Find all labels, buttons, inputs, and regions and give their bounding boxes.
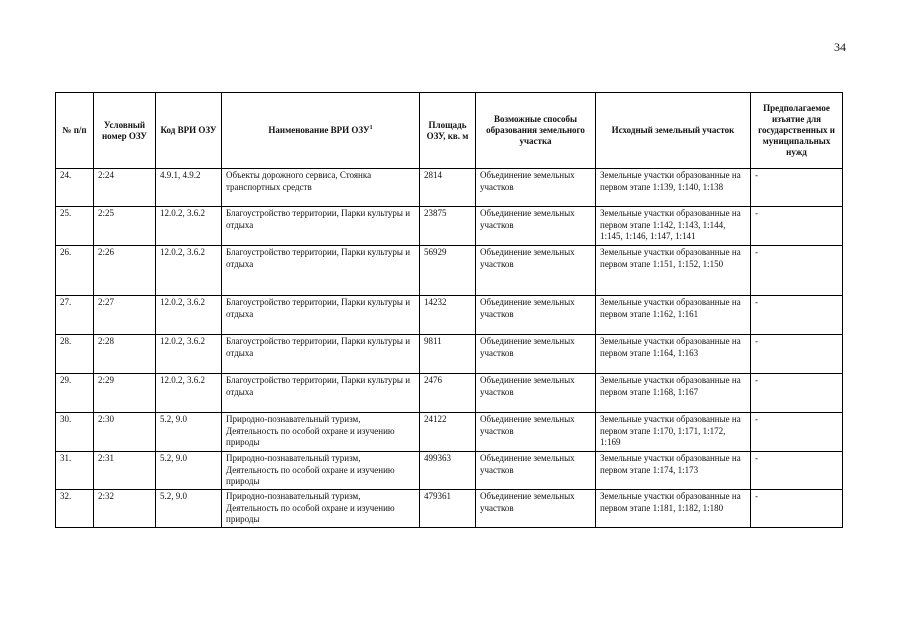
table-row bbox=[56, 246, 843, 296]
cell-vri-name: Благоустройство территории, Парки культуры и отдыха bbox=[222, 246, 420, 296]
cell-source: Земельные участки образованные на первом этапе 1:168, 1:167 bbox=[596, 374, 751, 413]
page-number: 34 bbox=[834, 40, 846, 54]
cell-vri-name: Благоустройство территории, Парки культуры и отдыха bbox=[222, 207, 420, 246]
cell-area: 479361 bbox=[420, 490, 476, 528]
cell-vri-code: 12.0.2, 3.6.2 bbox=[156, 374, 222, 413]
cell-withdrawal: - bbox=[751, 296, 843, 335]
header-area: Площадь ОЗУ, кв. м bbox=[420, 93, 476, 169]
cell-area: 14232 bbox=[420, 296, 476, 335]
cell-vri-name: Благоустройство территории, Парки культуры и отдыха bbox=[222, 296, 420, 335]
cell-num: 29. bbox=[56, 374, 94, 413]
land-plots-table bbox=[55, 92, 843, 528]
cell-withdrawal: - bbox=[751, 207, 843, 246]
cell-vri-name: Благоустройство территории, Парки культуры и отдыха bbox=[222, 374, 420, 413]
cell-method: Объединение земельных участков bbox=[476, 413, 596, 452]
table-row bbox=[56, 335, 843, 374]
cell-method: Объединение земельных участков bbox=[476, 374, 596, 413]
cell-area: 23875 bbox=[420, 207, 476, 246]
cell-source: Земельные участки образованные на первом этапе 1:164, 1:163 bbox=[596, 335, 751, 374]
cell-source: Земельные участки образованные на первом этапе 1:170, 1:171, 1:172, 1:169 bbox=[596, 413, 751, 452]
cell-vri-code: 5.2, 9.0 bbox=[156, 490, 222, 528]
cell-method: Объединение земельных участков bbox=[476, 246, 596, 296]
cell-withdrawal: - bbox=[751, 246, 843, 296]
cell-area: 56929 bbox=[420, 246, 476, 296]
cell-vri-code: 5.2, 9.0 bbox=[156, 413, 222, 452]
cell-vri-name: Объекты дорожного сервиса, Стоянка транспортных средств bbox=[222, 169, 420, 207]
cell-vri-code: 12.0.2, 3.6.2 bbox=[156, 246, 222, 296]
cell-num: 26. bbox=[56, 246, 94, 296]
cell-code: 2:26 bbox=[94, 246, 156, 296]
cell-vri-code: 12.0.2, 3.6.2 bbox=[156, 335, 222, 374]
cell-num: 25. bbox=[56, 207, 94, 246]
cell-code: 2:31 bbox=[94, 452, 156, 490]
table-row bbox=[56, 413, 843, 452]
header-vri-name bbox=[222, 93, 420, 169]
cell-withdrawal: - bbox=[751, 452, 843, 490]
cell-method: Объединение земельных участков bbox=[476, 169, 596, 207]
cell-num: 30. bbox=[56, 413, 94, 452]
header-source: Исходный земельный участок bbox=[596, 93, 751, 169]
table-row bbox=[56, 296, 843, 335]
header-method: Возможные способы образования земельного участка bbox=[476, 93, 596, 169]
cell-source: Земельные участки образованные на первом этапе 1:142, 1:143, 1:144, 1:145, 1:146, 1:147, 1:141 bbox=[596, 207, 751, 246]
cell-num: 28. bbox=[56, 335, 94, 374]
table-row bbox=[56, 207, 843, 246]
table-row bbox=[56, 490, 843, 528]
cell-code: 2:24 bbox=[94, 169, 156, 207]
cell-source: Земельные участки образованные на первом этапе 1:174, 1:173 bbox=[596, 452, 751, 490]
cell-num: 31. bbox=[56, 452, 94, 490]
cell-code: 2:25 bbox=[94, 207, 156, 246]
cell-method: Объединение земельных участков bbox=[476, 207, 596, 246]
cell-source: Земельные участки образованные на первом этапе 1:139, 1:140, 1:138 bbox=[596, 169, 751, 207]
cell-withdrawal: - bbox=[751, 490, 843, 528]
header-vri-code: Код ВРИ ОЗУ bbox=[156, 93, 222, 169]
cell-method: Объединение земельных участков bbox=[476, 335, 596, 374]
cell-code: 2:29 bbox=[94, 374, 156, 413]
cell-withdrawal: - bbox=[751, 335, 843, 374]
cell-source: Земельные участки образованные на первом этапе 1:162, 1:161 bbox=[596, 296, 751, 335]
table-row bbox=[56, 169, 843, 207]
cell-method: Объединение земельных участков bbox=[476, 490, 596, 528]
cell-vri-code: 12.0.2, 3.6.2 bbox=[156, 296, 222, 335]
cell-num: 24. bbox=[56, 169, 94, 207]
header-num: № п/п bbox=[56, 93, 94, 169]
header-vri-name-text: Наименование ВРИ ОЗУ bbox=[268, 125, 370, 135]
cell-area: 2814 bbox=[420, 169, 476, 207]
cell-vri-name: Благоустройство территории, Парки культуры и отдыха bbox=[222, 335, 420, 374]
cell-method: Объединение земельных участков bbox=[476, 452, 596, 490]
cell-code: 2:32 bbox=[94, 490, 156, 528]
cell-withdrawal: - bbox=[751, 374, 843, 413]
cell-area: 9811 bbox=[420, 335, 476, 374]
cell-source: Земельные участки образованные на первом этапе 1:181, 1:182, 1:180 bbox=[596, 490, 751, 528]
cell-area: 24122 bbox=[420, 413, 476, 452]
cell-method: Объединение земельных участков bbox=[476, 296, 596, 335]
header-code: Условный номер ОЗУ bbox=[94, 93, 156, 169]
footnote-marker: 1 bbox=[369, 125, 373, 131]
cell-vri-code: 12.0.2, 3.6.2 bbox=[156, 207, 222, 246]
cell-vri-name: Природно-познавательный туризм, Деятельность по особой охране и изучению природы bbox=[222, 452, 420, 490]
cell-vri-name: Природно-познавательный туризм, Деятельность по особой охране и изучению природы bbox=[222, 413, 420, 452]
cell-source: Земельные участки образованные на первом этапе 1:151, 1:152, 1:150 bbox=[596, 246, 751, 296]
header-withdrawal: Предполагаемое изъятие для государственных и муниципальных нужд bbox=[751, 93, 843, 169]
cell-area: 499363 bbox=[420, 452, 476, 490]
cell-vri-code: 4.9.1, 4.9.2 bbox=[156, 169, 222, 207]
cell-vri-name: Природно-познавательный туризм, Деятельность по особой охране и изучению природы bbox=[222, 490, 420, 528]
cell-code: 2:30 bbox=[94, 413, 156, 452]
cell-num: 27. bbox=[56, 296, 94, 335]
cell-withdrawal: - bbox=[751, 413, 843, 452]
cell-vri-code: 5.2, 9.0 bbox=[156, 452, 222, 490]
cell-num: 32. bbox=[56, 490, 94, 528]
cell-code: 2:27 bbox=[94, 296, 156, 335]
table-header-row bbox=[56, 93, 843, 169]
cell-code: 2:28 bbox=[94, 335, 156, 374]
table-row bbox=[56, 374, 843, 413]
cell-area: 2476 bbox=[420, 374, 476, 413]
cell-withdrawal: - bbox=[751, 169, 843, 207]
table-row bbox=[56, 452, 843, 490]
